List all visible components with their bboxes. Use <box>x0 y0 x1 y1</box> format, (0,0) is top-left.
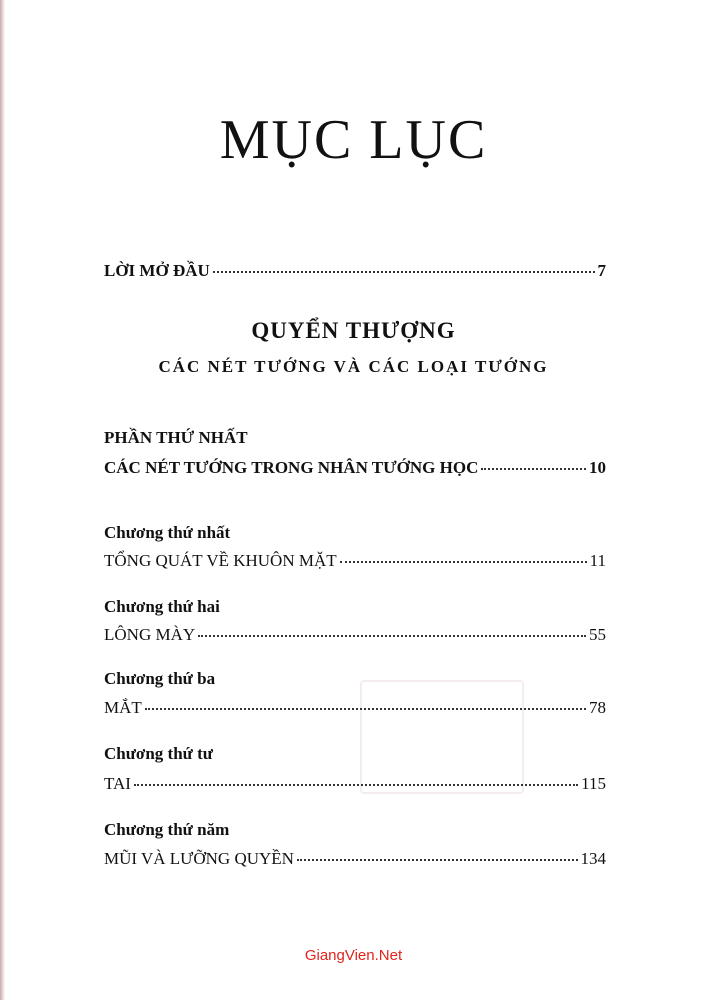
toc-page-number: 55 <box>589 625 606 644</box>
toc-page-number: 134 <box>580 849 606 868</box>
toc-label: MẮT <box>104 698 142 717</box>
toc-label: TAI <box>104 774 131 793</box>
leader-dots <box>340 561 587 563</box>
toc-page-number: 78 <box>589 698 606 717</box>
leader-dots <box>134 784 578 786</box>
toc-page-number: 10 <box>589 458 606 477</box>
chapter-label: Chương thứ hai <box>104 597 220 616</box>
volume-subtitle: CÁC NÉT TƯỚNG VÀ CÁC LOẠI TƯỚNG <box>158 357 549 376</box>
toc-row-chapter-4[interactable] <box>104 774 606 794</box>
toc-row-chapter-2[interactable] <box>104 625 606 645</box>
footer-watermark[interactable]: GiangVien.Net <box>304 947 403 964</box>
chapter-label: Chương thứ tư <box>104 744 213 763</box>
chapter-label: Chương thứ năm <box>104 820 230 839</box>
leader-dots <box>198 635 586 637</box>
chapter-label: Chương thứ ba <box>104 669 216 688</box>
leader-dots <box>213 271 595 273</box>
toc-page-number: 115 <box>581 774 606 793</box>
toc-label: CÁC NÉT TƯỚNG TRONG NHÂN TƯỚNG HỌC <box>104 458 479 477</box>
toc-page-number: 7 <box>597 261 606 280</box>
leader-dots <box>481 468 586 470</box>
toc-row-chapter-1[interactable] <box>104 551 606 571</box>
leader-dots <box>145 708 586 710</box>
page-title: MỤC LỤC <box>219 109 488 171</box>
toc-label: MŨI VÀ LƯỠNG QUYỀN <box>104 849 294 868</box>
toc-row-part[interactable] <box>104 458 606 478</box>
part-label: PHẦN THỨ NHẤT <box>104 428 248 447</box>
toc-label: LỜI MỞ ĐẦU <box>104 261 210 280</box>
toc-row-chapter-3[interactable] <box>104 698 606 718</box>
toc-row-chapter-5[interactable] <box>104 849 606 869</box>
toc-page-number: 11 <box>589 551 606 570</box>
toc-row-intro[interactable] <box>104 261 606 281</box>
toc-label: TỔNG QUÁT VỀ KHUÔN MẶT <box>104 551 337 570</box>
chapter-label: Chương thứ nhất <box>104 523 231 542</box>
leader-dots <box>297 859 578 861</box>
volume-title: QUYỂN THƯỢNG <box>251 318 456 343</box>
toc-label: LÔNG MÀY <box>104 625 196 644</box>
